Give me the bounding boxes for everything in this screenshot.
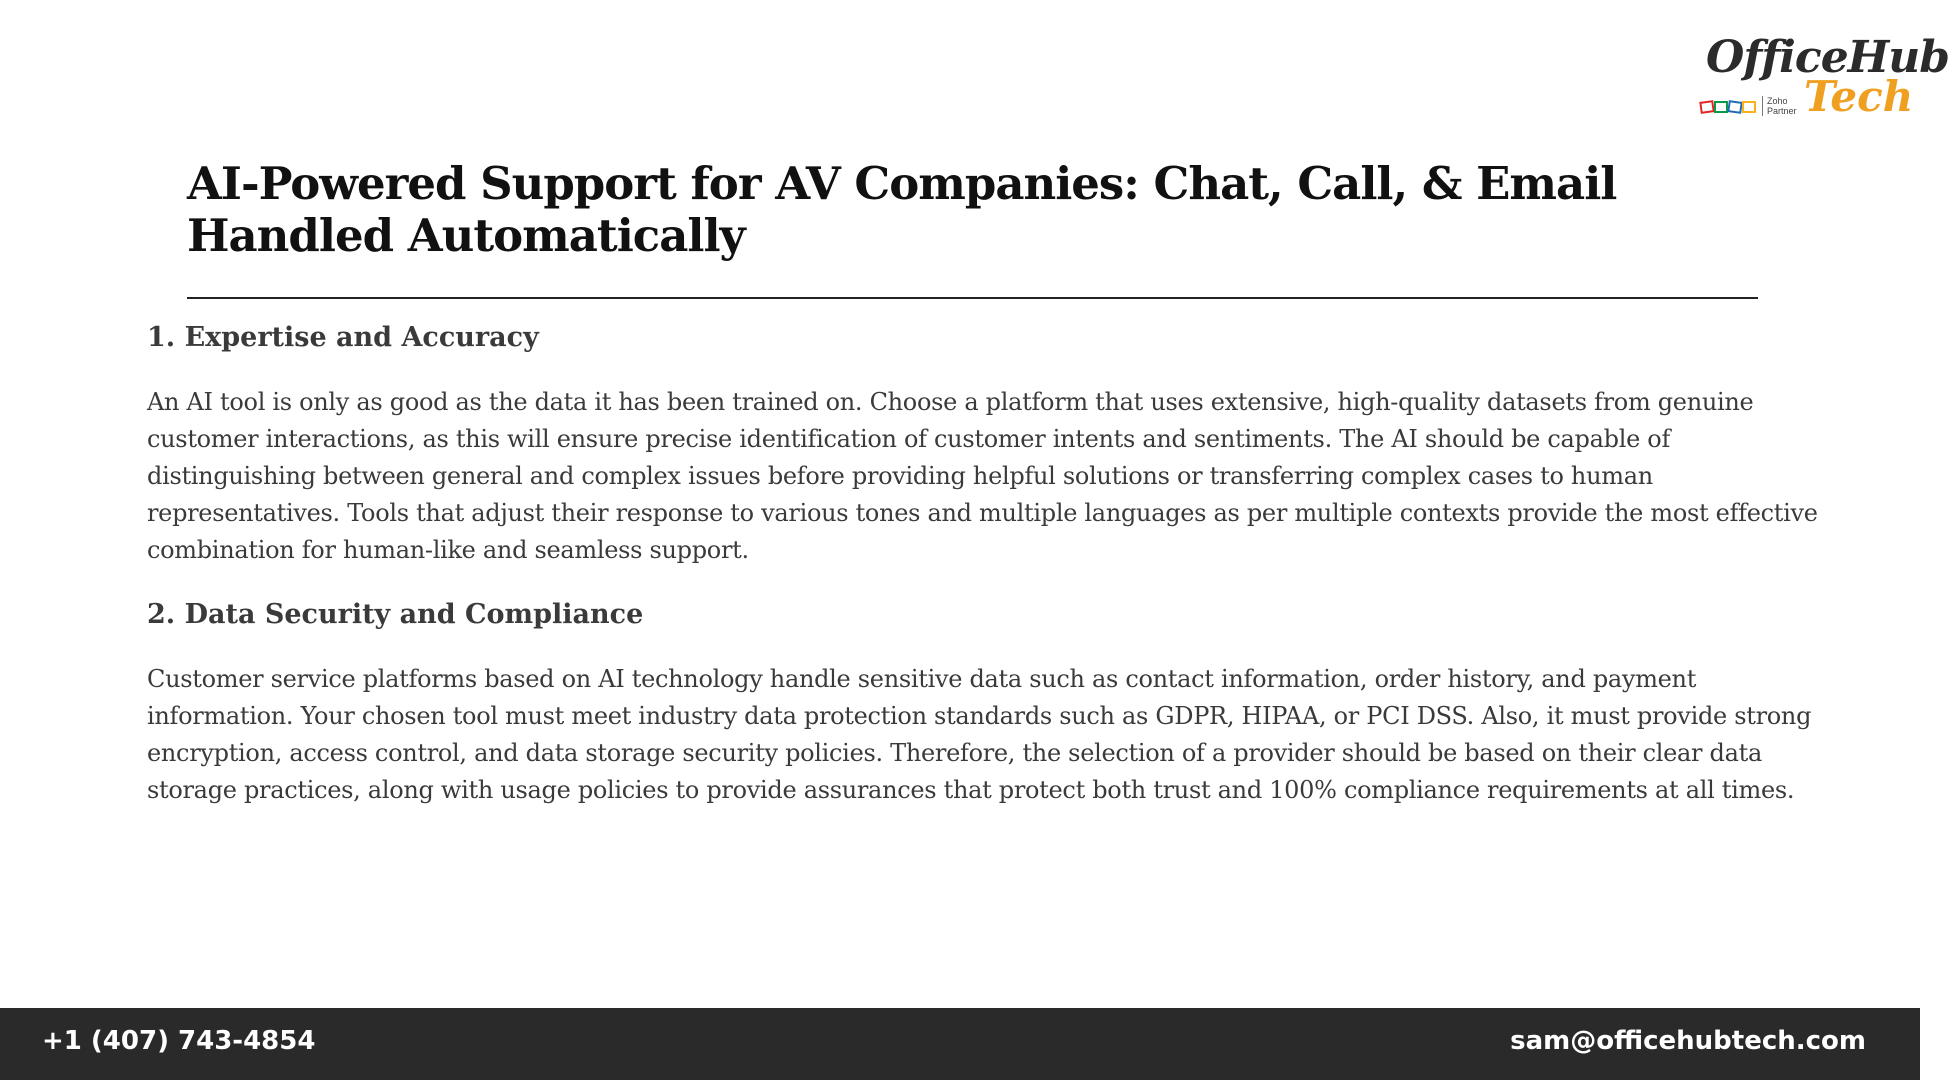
- zoho-partner-label: [1762, 96, 1797, 116]
- section-body-expertise: An AI tool is only as good as the data it has been trained on. Choose a platform that uses extensive, high-quality datasets from genuine customer interactions, as this will ensure precise identification of customer intents and sentiments. The AI should be capable of distinguishing between general and complex issues before providing helpful solutions or transferring complex cases to human representatives. Tools that adjust their response to various tones and multiple languages as per multiple contexts provide the most effective combination for human-like and seamless support.: [147, 388, 1818, 564]
- title-divider: [187, 297, 1758, 299]
- partner-line-1: Zoho: [1767, 96, 1788, 106]
- logo-brand-suffix: Tech: [1804, 72, 1914, 121]
- section-body-security: Customer service platforms based on AI technology handle sensitive data such as contact information, order history, and payment information. Your chosen tool must meet industry data protection standards such as GDPR, HIPAA, or PCI DSS. Also, it must provide strong encryption, access control, and data storage security policies. Therefore, the selection of a provider should be based on their clear data storage practices, along with usage policies to provide assurances that protect both trust and 100% compliance requirements at all times.: [147, 665, 1812, 804]
- contact-footer: [0, 1008, 1920, 1080]
- logo-brand-text: OfficeHub: [1706, 32, 1949, 83]
- partner-line-2: Partner: [1767, 106, 1797, 116]
- section-heading-expertise: 1. Expertise and Accuracy: [147, 322, 539, 353]
- page-title: AI-Powered Support for AV Companies: Chat, Call, & Email Handled Automatically: [187, 157, 1617, 262]
- section-heading-security: 2. Data Security and Compliance: [147, 599, 644, 630]
- zoho-logo-icon: [1700, 98, 1760, 116]
- main-content: [147, 318, 1827, 835]
- officehub-tech-logo: [1692, 30, 1949, 130]
- footer-phone[interactable]: +1 (407) 743-4854: [42, 1026, 316, 1056]
- footer-email[interactable]: sam@officehubtech.com: [1510, 1026, 1866, 1056]
